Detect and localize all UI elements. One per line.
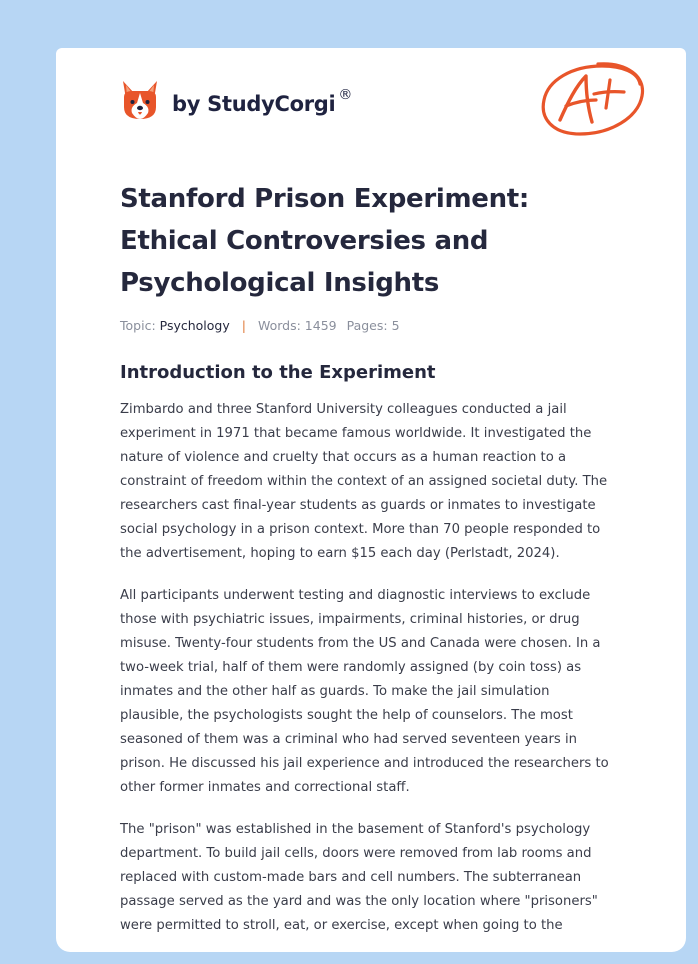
title-line: Stanford Prison Experiment: xyxy=(120,184,530,214)
document-page xyxy=(56,48,686,952)
text-line: Zimbardo and three Stanford University colleagues conducted a jail xyxy=(120,402,567,417)
text-line: nature of violence and cruelty that occurs as a human reaction to a xyxy=(120,450,567,465)
words-label: Words: xyxy=(257,318,301,333)
text-line: replaced with custom-made bars and cell numbers. The subterranean xyxy=(120,870,582,885)
meta-separator: | xyxy=(241,318,246,333)
pages-label: Pages: xyxy=(346,318,388,333)
text-line: constraint of freedom within the context of an assigned societal duty. The xyxy=(120,474,608,489)
text-line: plausible, the psychologists sought the help of counselors. The most xyxy=(120,708,573,723)
grade-badge-text: A+ xyxy=(538,58,540,59)
article-title xyxy=(120,178,632,304)
pages-count: 5 xyxy=(391,318,400,333)
text-line: seasoned of them was a criminal who had served seventeen years in xyxy=(120,732,577,747)
text-line: two-week trial, half of them were randomly assigned (by coin toss) as xyxy=(120,660,582,675)
text-line: inmates and the other half as guards. To make the jail simulation xyxy=(120,684,550,699)
brand-name: by StudyCorgi ® xyxy=(172,87,353,116)
text-line: passage served as the yard and was the only location where "prisoners" xyxy=(120,894,598,909)
paragraph xyxy=(120,818,632,938)
text-line: prison. He discussed his jail experience and introduced the researchers to xyxy=(120,756,609,771)
section-heading: Introduction to the Experiment xyxy=(120,362,436,383)
text-line: those with psychiatric issues, impairments, criminal histories, or drug xyxy=(120,612,580,627)
title-line: Psychological Insights xyxy=(120,268,440,298)
a-plus-grade-badge xyxy=(538,58,648,140)
text-line: researchers cast final-year students as guards or inmates to investigate xyxy=(120,498,596,513)
title-line: Ethical Controversies and xyxy=(120,226,489,256)
text-line: department. To build jail cells, doors were removed from lab rooms and xyxy=(120,846,592,861)
paragraph xyxy=(120,398,632,566)
text-line: the advertisement, hoping to earn $15 each day (Perlstadt, 2024). xyxy=(120,546,560,561)
paragraph xyxy=(120,584,632,800)
topic-label: Topic: xyxy=(120,318,156,333)
studycorgi-logo[interactable] xyxy=(120,76,353,124)
text-line: The "prison" was established in the basement of Stanford's psychology xyxy=(120,822,591,837)
article-meta xyxy=(120,316,632,336)
text-line: experiment in 1971 that became famous worldwide. It investigated the xyxy=(120,426,592,441)
text-line: misuse. Twenty-four students from the US and Canada were chosen. In a xyxy=(120,636,601,651)
text-line: were permitted to stroll, eat, or exercise, except when going to the xyxy=(120,918,563,933)
text-line: other former inmates and correctional staff. xyxy=(120,780,410,795)
text-line: All participants underwent testing and diagnostic interviews to exclude xyxy=(120,588,591,603)
text-line: social psychology in a prison context. More than 70 people responded to xyxy=(120,522,601,537)
words-count: 1459 xyxy=(304,318,337,333)
article xyxy=(120,178,632,938)
registered-mark: ® xyxy=(338,87,353,103)
corgi-logo-icon xyxy=(120,77,160,123)
topic-link[interactable]: Psychology xyxy=(159,318,230,333)
